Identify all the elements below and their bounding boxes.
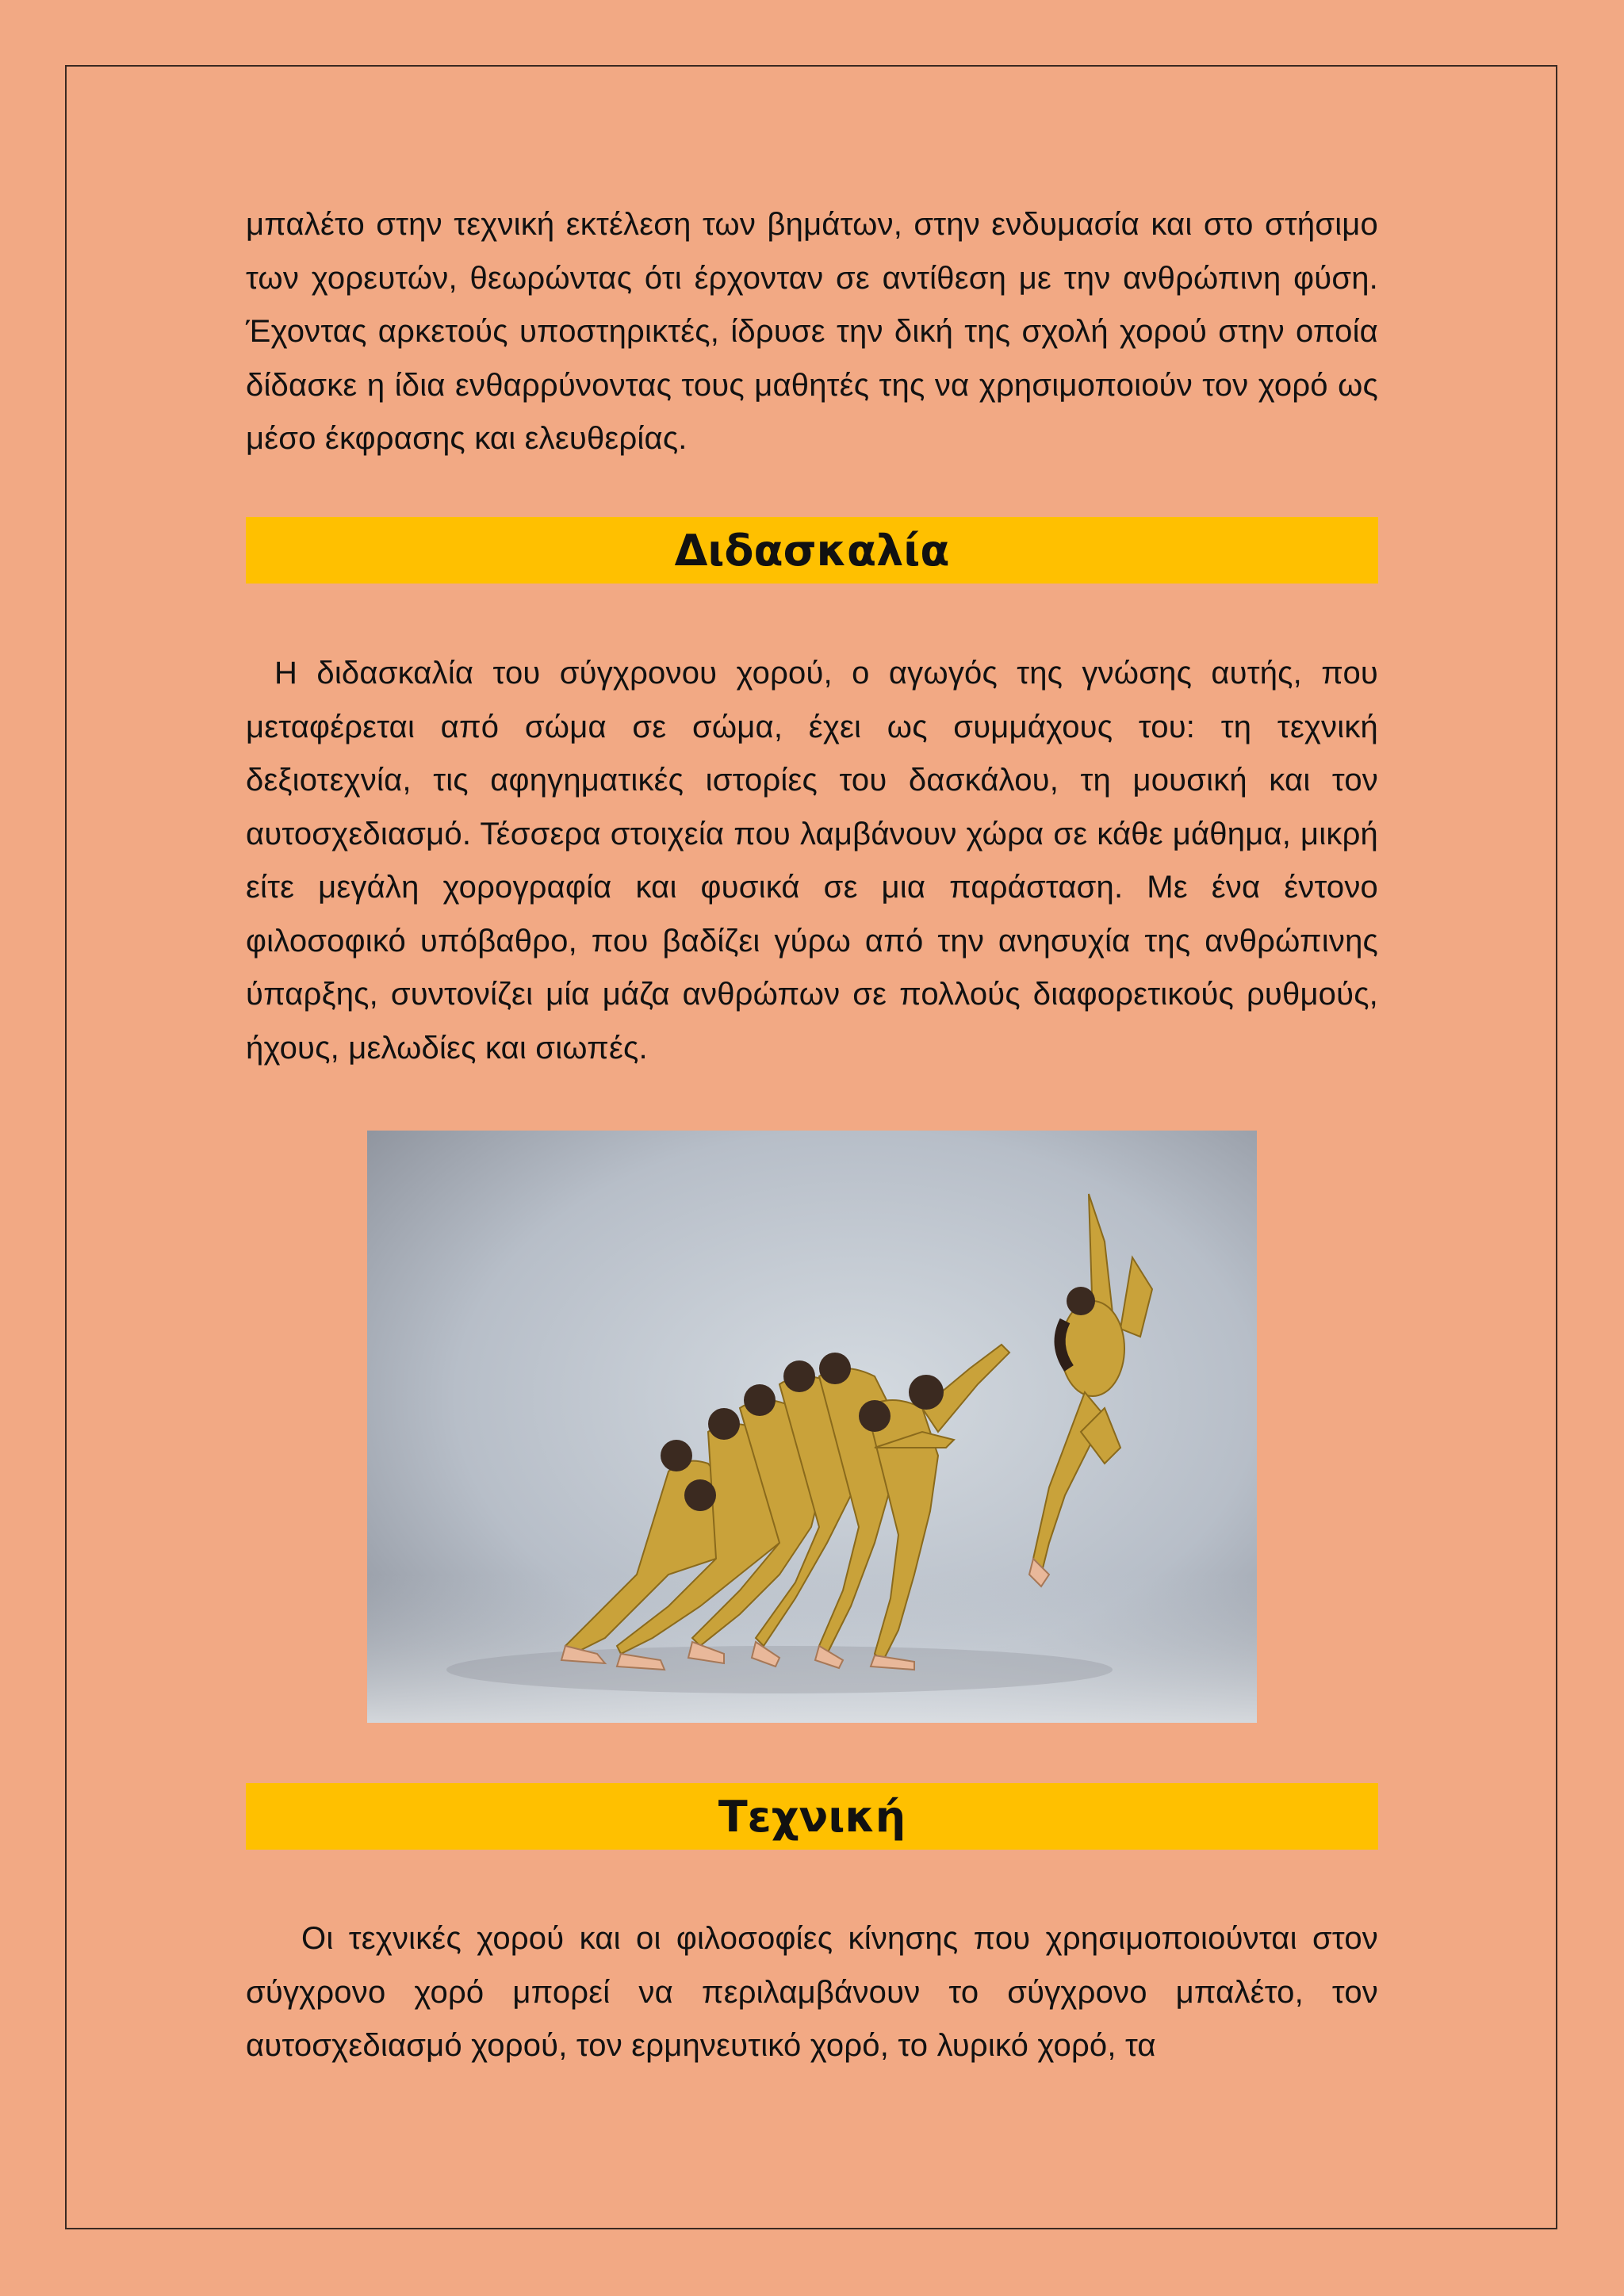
intro-paragraph: μπαλέτο στην τεχνική εκτέλεση των βημάτων, στην ενδυμασία και στο στήσιμο των χορευτών, θεωρώντας ότι έρχονταν σε αντίθεση με την ανθρώπινη φύση. Έχοντας αρκετούς υποστηρικτές, ίδρυσε την δική της σχολή χορού στην οποία δίδασκε η ίδια ενθαρρύνοντας τους μαθητές της να χρησιμοποιούν τον χορό ως μέσο έκφρασης και ελευθερίας. xyxy=(246,207,1378,456)
texniki-paragraph: Οι τεχνικές χορού και οι φιλοσοφίες κίνησης που χρησιμοποιούνται στον σύγχρονο χορό μπορεί να περιλαμβάνουν το σύγχρονο μπαλέτο, τον αυτοσχεδιασμό χορού, τον ερμηνευτικό χορό, το λυρικό χορό, τα xyxy=(246,1921,1378,2063)
section-heading-bar-didaskalia xyxy=(246,517,1378,584)
section-heading-bar-texniki xyxy=(246,1783,1378,1850)
section-heading-didaskalia: Διδασκαλία xyxy=(674,525,950,576)
section-heading-texniki: Τεχνική xyxy=(718,1791,906,1842)
dancers-photo xyxy=(367,1131,1257,1723)
didaskalia-paragraph: Η διδασκαλία του σύγχρονου χορού, ο αγωγός της γνώσης αυτής, που μεταφέρεται από σώμα σε σώμα, έχει ως συμμάχους του: τη τεχνική δεξιοτεχνία, τις αφηγηματικές ιστορίες του δασκάλου, τη μουσική και τον αυτοσχεδιασμό. Τέσσερα στοιχεία που λαμβάνουν χώρα σε κάθε μάθημα, μικρή είτε μεγάλη χορογραφία και φυσικά σε μια παράσταση. Με ένα έντονο φιλοσοφικό υπόβαθρο, που βαδίζει γύρω από την ανησυχία της ανθρώπινης ύπαρξης, συντονίζει μία μάζα ανθρώπων σε πολλούς διαφορετικούς ρυθμούς, ήχους, μελωδίες και σιωπές. xyxy=(246,656,1378,1066)
